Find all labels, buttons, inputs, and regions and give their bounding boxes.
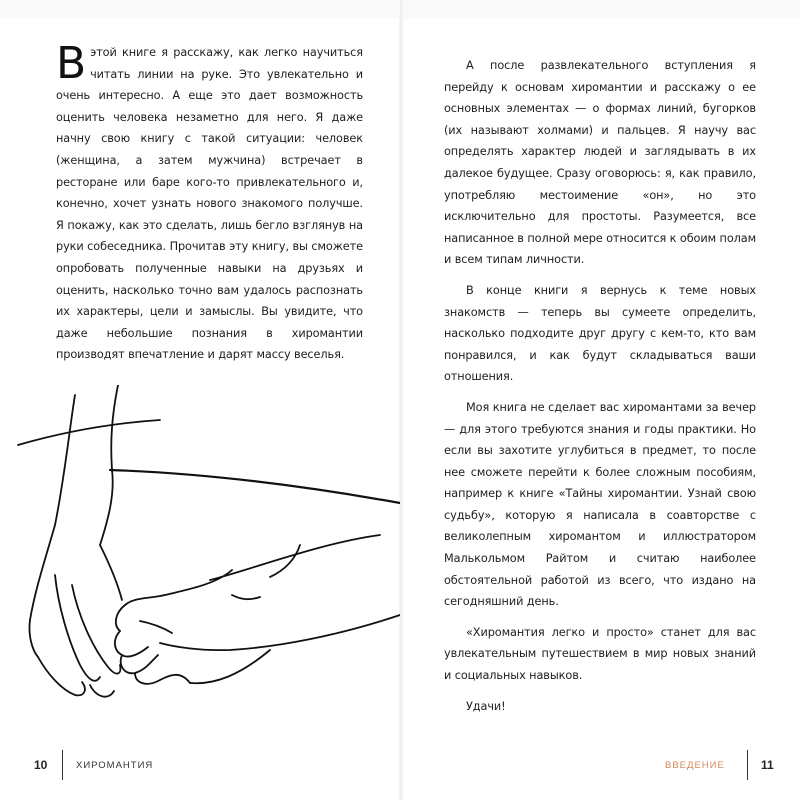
page-number-right: 11 [761,758,774,772]
left-page-text [56,38,363,375]
paragraph-1: А после развлекательного вступления я перейду к основам хиромантии и расскажу о ее основных элементах — о формах линий, бугорков (их называют холмами) и пальцев. Я научу вас определять характер людей и заглядывать в их далекое будущее. Сразу оговорюсь: я, как правило, употребляю местоимение «он», но это исключительно для простоты. Разумеется, все написанное в полной мере относится к обоим полам и всем типам личности. [444,59,756,267]
drop-cap: В [56,38,87,89]
page-number-left: 10 [34,758,48,772]
paragraph-3: Моя книга не сделает вас хиромантами за вечер — для этого требуются знания и годы практики. Но если вы захотите углубиться в предмет, то после нее сможете перейти к более сложным пособиям, например к книге «Тайны хиромантии. Узнай свою судьбу», которую я написала в соавторстве с великолепным хиромантом и иллюстратором Малькольмом Райтом и считаю наиболее обстоятельной работой из всего, что издано на сегодняшний день. [444,400,756,609]
footer-divider-right [747,750,748,780]
paragraph-4: «Хиромантия легко и просто» станет для вас увлекательным путешествием в мир новых знаний и социальных навыков. [444,625,756,683]
hands-illustration [0,385,400,725]
paragraph-5: Удачи! [466,699,506,713]
footer-divider-left [62,750,63,780]
intro-paragraph [56,38,363,366]
running-head-right: ВВЕДЕНИЕ [665,760,725,771]
paragraph-2: В конце книги я вернусь к теме новых знакомств — теперь вы сумеете определить, насколько подходите друг другу с кем-то, кто вам понравился, и как будут складываться ваши отношения. [444,283,756,384]
running-head-left: ХИРОМАНТИЯ [76,760,154,771]
right-page-text [444,55,756,726]
intro-paragraph-text: этой книге я расскажу, как легко научиться читать линии на руке. Это увлекательно и очень интересно. А еще это дает возможность оценить человека незаметно для него. Я даже начну свою книгу с такой ситуации: человек (женщина, а затем мужчина) встречает в ресторане или баре кого-то привлекательного и, конечно, хочет узнать нового знакомого получше. Я покажу, как это сделать, лишь бегло взглянув на руки собеседника. Прочитав эту книгу, вы сможете опробовать полученные навыки на друзьях и оценить, насколько точно вам удалось распознать их характеры, цели и замыслы. Вы увидите, что даже небольшие познания в хиромантии производят впечатление и дарят массу веселья. [56,46,363,362]
